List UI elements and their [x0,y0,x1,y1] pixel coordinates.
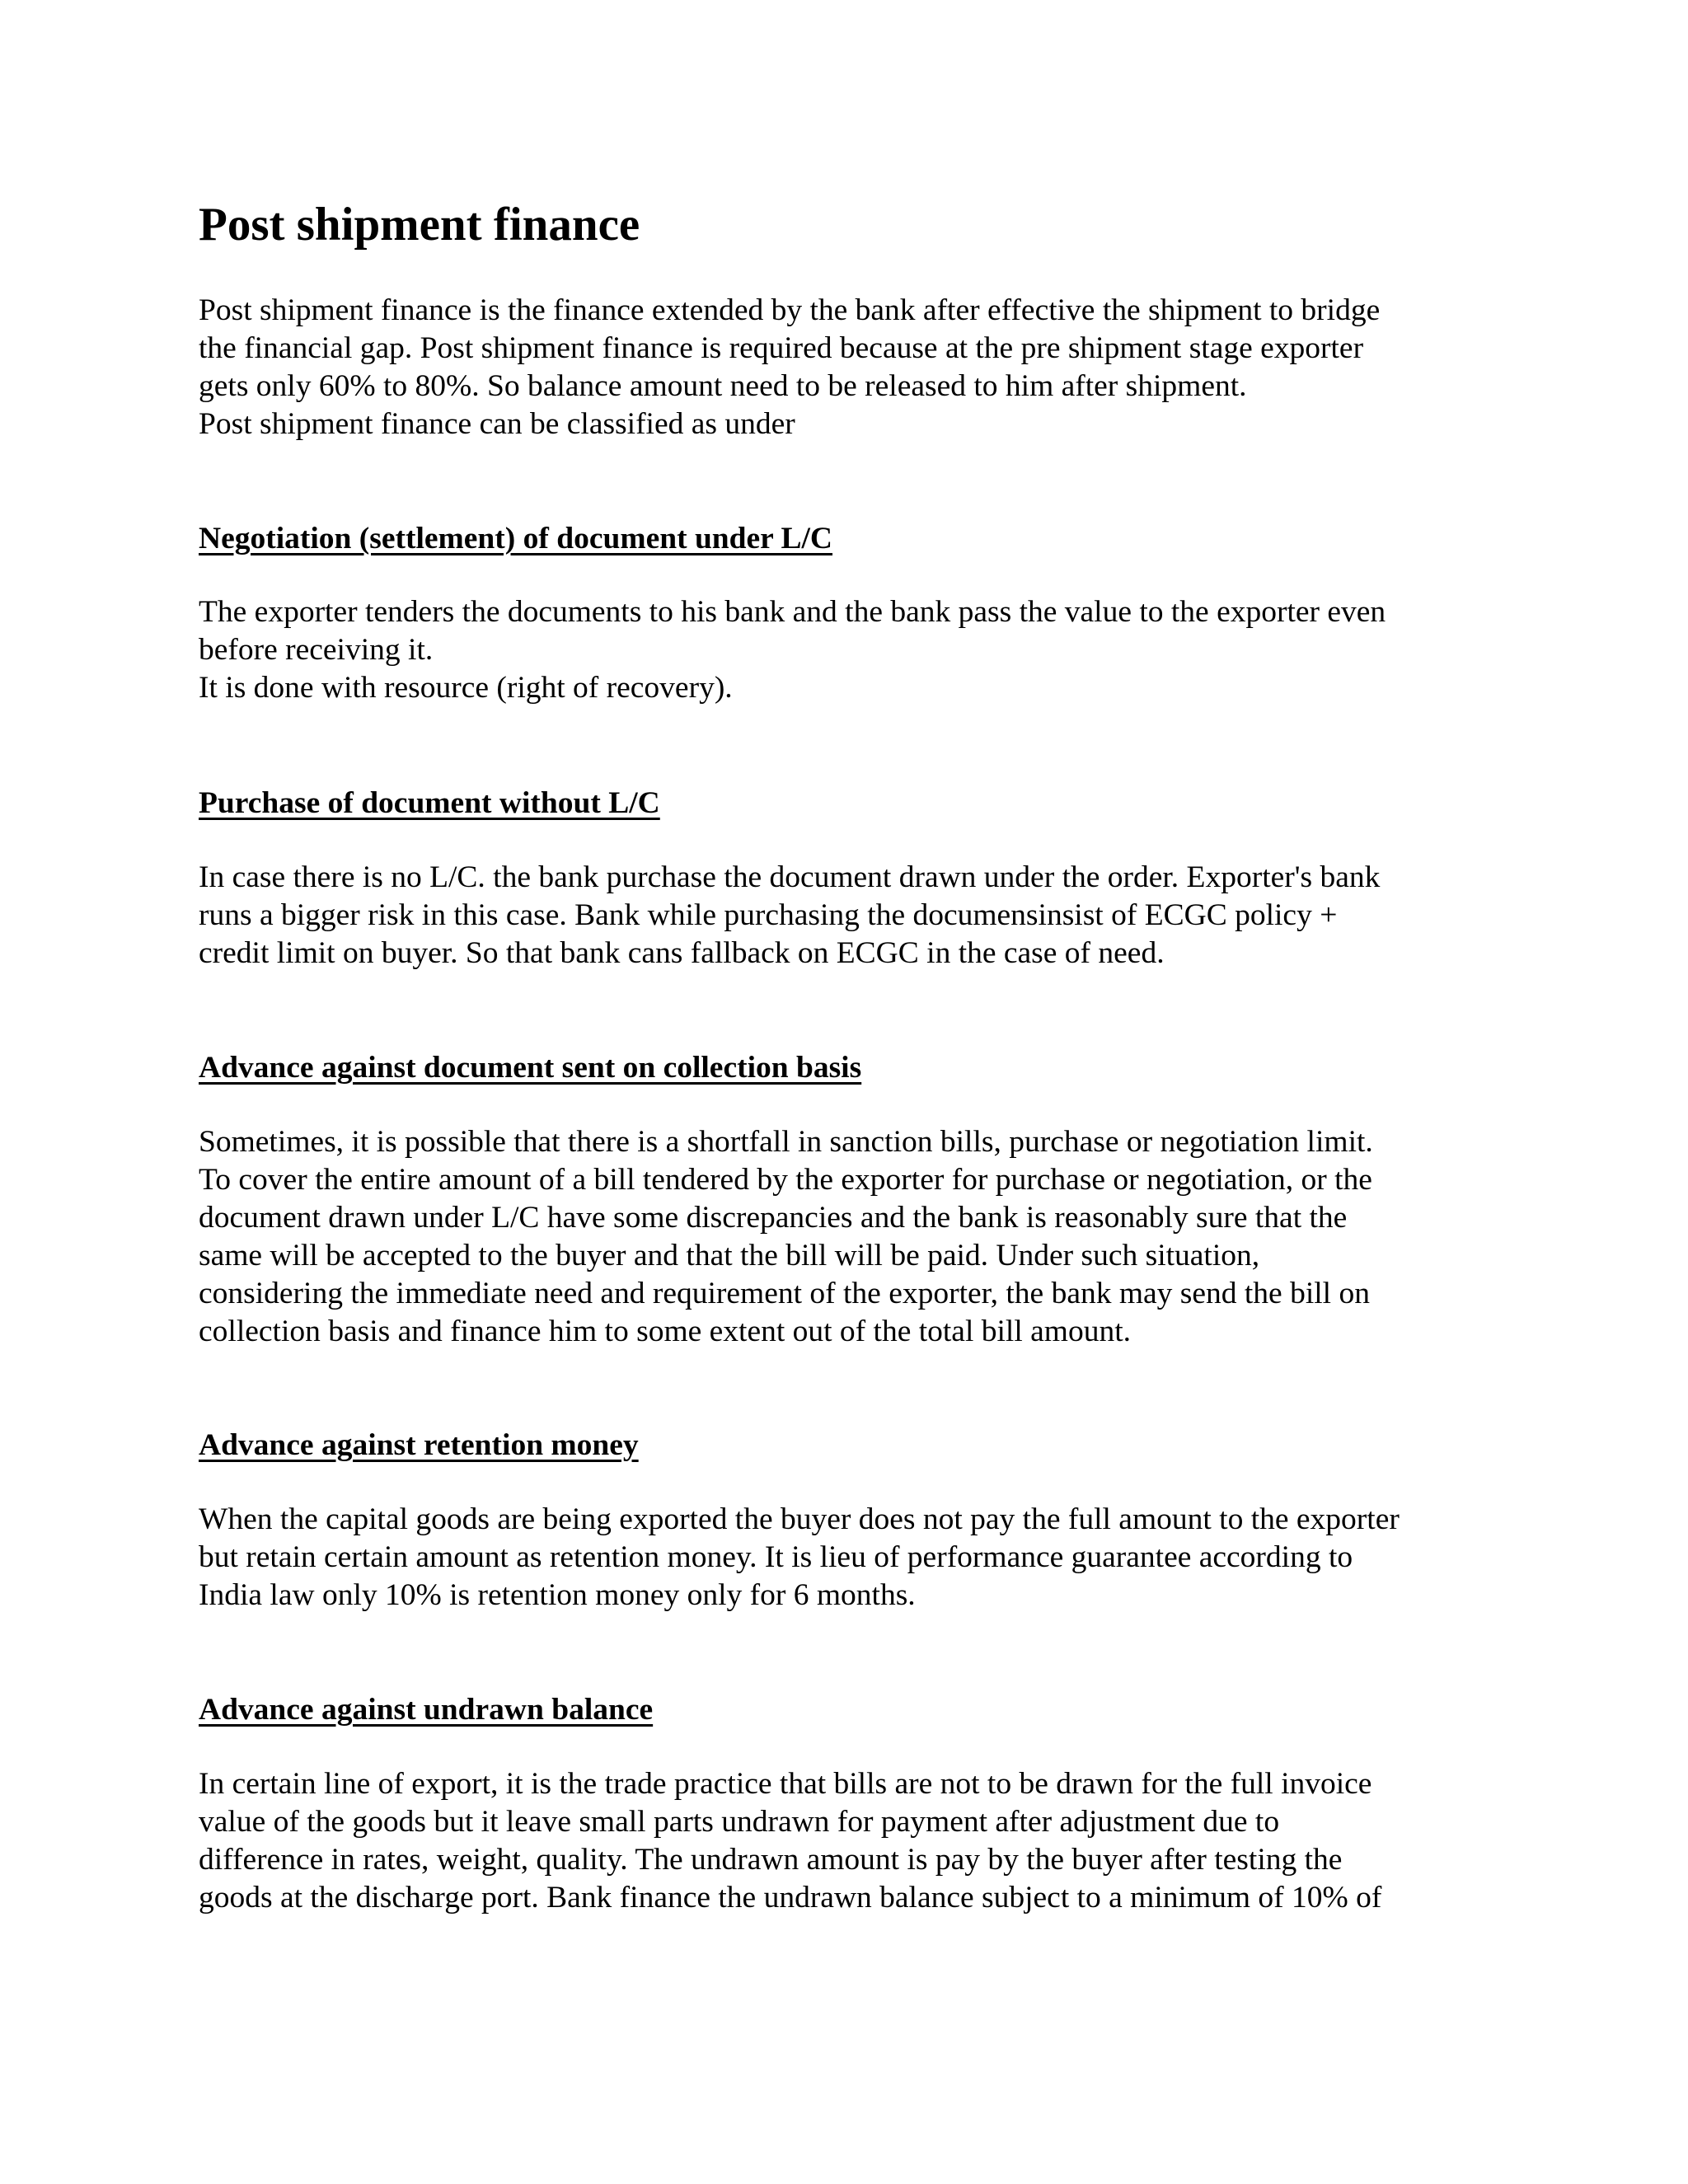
section-paragraph-retention-money [199,1501,1501,1615]
section-heading-negotiation: Negotiation (settlement) of document under L/C [199,522,833,555]
paragraph-line: before receiving it. [199,633,434,667]
section-paragraph-undrawn-balance [199,1765,1501,1917]
paragraph-line: In certain line of export, it is the trade practice that bills are not to be drawn for the full invoice [199,1767,1372,1801]
paragraph-line: goods at the discharge port. Bank finance the undrawn balance subject to a minimum of 10% of [199,1881,1382,1915]
paragraph-line: same will be accepted to the buyer and that the bill will be paid. Under such situation, [199,1239,1260,1272]
paragraph-line: the financial gap. Post shipment finance is required because at the pre shipment stage exporter [199,331,1364,365]
paragraph-line: credit limit on buyer. So that bank cans fallback on ECGC in the case of need. [199,936,1165,970]
paragraph-line: To cover the entire amount of a bill tendered by the exporter for purchase or negotiation, or the [199,1163,1372,1197]
paragraph-line: In case there is no L/C. the bank purchase the document drawn under the order. Exporter's bank [199,860,1381,894]
section-paragraph-collection-basis [199,1123,1501,1351]
intro-paragraph [199,292,1501,443]
paragraph-line: but retain certain amount as retention money. It is lieu of performance guarantee according to [199,1540,1353,1574]
paragraph-line: runs a bigger risk in this case. Bank while purchasing the documensinsist of ECGC policy + [199,898,1338,932]
paragraph-line: Post shipment finance can be classified as under [199,407,795,441]
paragraph-line: When the capital goods are being exported the buyer does not pay the full amount to the exporter [199,1502,1400,1536]
paragraph-line: Sometimes, it is possible that there is a shortfall in sanction bills, purchase or negotiation limit. [199,1125,1373,1159]
page-title: Post shipment finance [199,199,640,251]
section-heading-undrawn-balance: Advance against undrawn balance [199,1693,654,1727]
section-heading-collection-basis: Advance against document sent on collection basis [199,1051,862,1085]
section-heading-retention-money: Advance against retention money [199,1428,639,1462]
paragraph-line: document drawn under L/C have some discrepancies and the bank is reasonably sure that the [199,1201,1348,1235]
section-paragraph-purchase [199,859,1501,972]
paragraph-line: Post shipment finance is the finance extended by the bank after effective the shipment to bridge [199,293,1381,327]
paragraph-line: considering the immediate need and requirement of the exporter, the bank may send the bill on [199,1277,1370,1310]
section-heading-purchase: Purchase of document without L/C [199,786,660,820]
paragraph-line: value of the goods but it leave small parts undrawn for payment after adjustment due to [199,1805,1280,1839]
section-paragraph-negotiation [199,593,1501,707]
paragraph-line: The exporter tenders the documents to his bank and the bank pass the value to the exporter even [199,595,1386,629]
paragraph-line: It is done with resource (right of recovery). [199,671,733,705]
paragraph-line: difference in rates, weight, quality. The undrawn amount is pay by the buyer after testing the [199,1843,1343,1877]
paragraph-line: India law only 10% is retention money only for 6 months. [199,1578,916,1612]
paragraph-line: gets only 60% to 80%. So balance amount need to be released to him after shipment. [199,369,1247,403]
paragraph-line: collection basis and finance him to some extent out of the total bill amount. [199,1315,1131,1348]
